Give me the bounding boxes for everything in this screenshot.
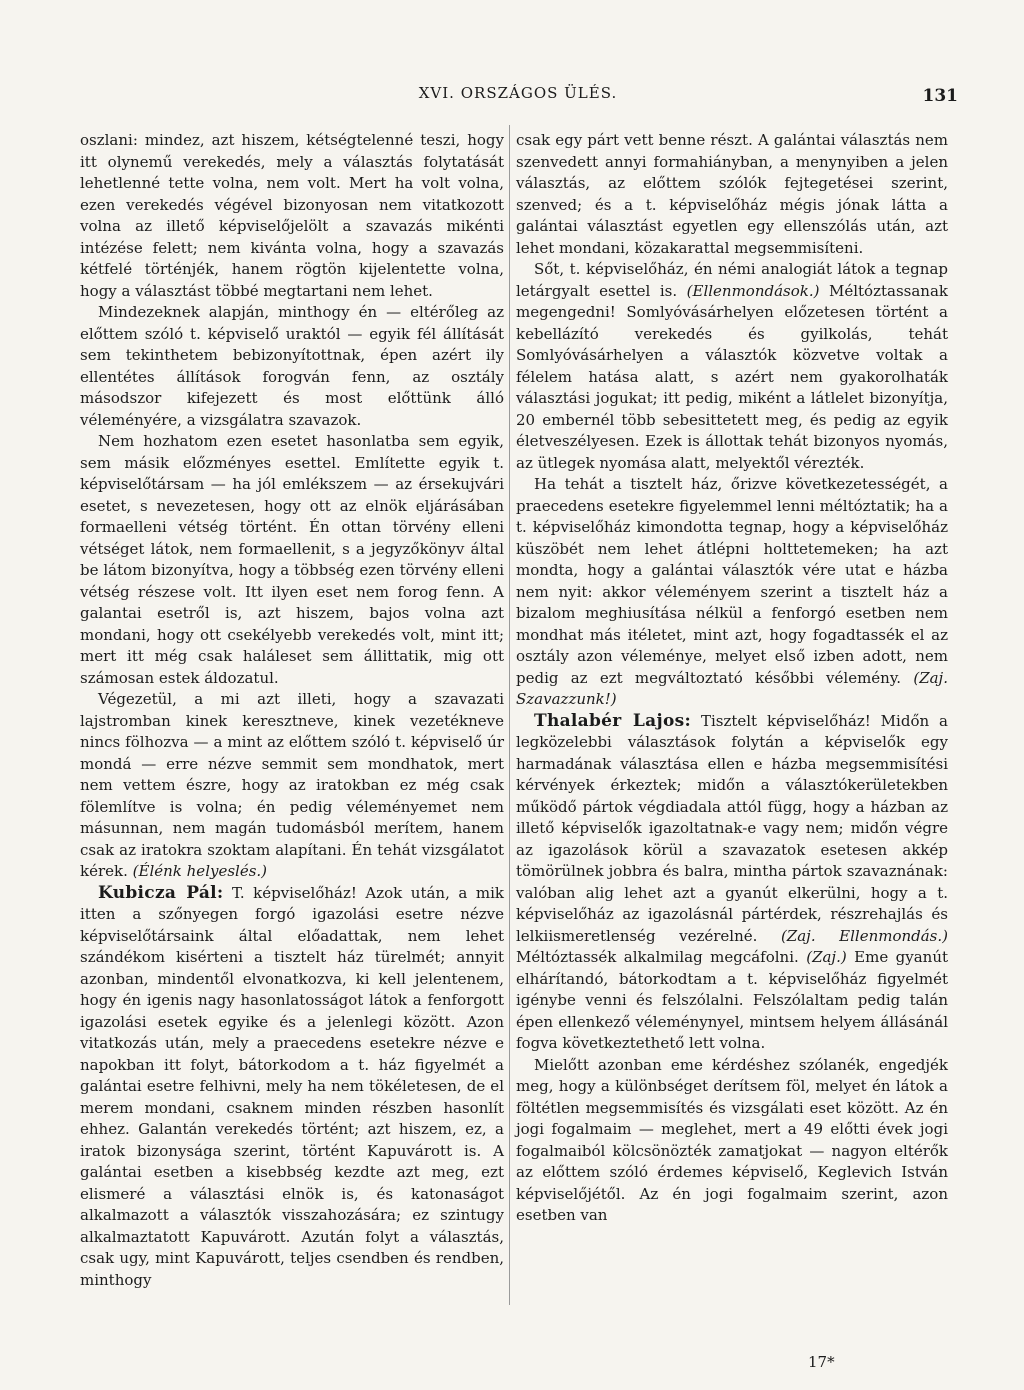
column-divider bbox=[509, 125, 510, 1305]
paragraph-text: Ha tehát a tisztelt ház, őrizve következetességét, a praecedens esetekre figyelemmel lenni méltóztatik; ha a t. képviselőház kimondotta tegnap, hogy a képviselőház küszöbét nem lehet átlépni holttetemeken; ha azt mondta, hogy a galántai választók vére utat e házba nem nyit: akkor véleményem szerint a tisztelt ház a bizalom meghiusítása nélkül a fenforgó esetben nem mondhat más itéletet, mint azt, hogy fogadtassék el az osztály azon véleménye, melyet első izben adott, nem pedig az ezt megváltoztató későbbi vélemény. bbox=[516, 475, 948, 687]
paragraph bbox=[516, 259, 948, 474]
paragraph-text: Méltóztassanak megengedni! Somlyóvásárhelyen előzetesen történt a kebellázító verekedés és gyilkolás, tehát Somlyóvásárhelyen a választók közvetve voltak a félelem hatása alatt, s azért nem gyakorolhaták választási jogukat; itt pedig, miként a látlelet bizonyítja, 20 embernél több sebesittetett meg, és pedig az egyik életveszélyesen. Ezek is állottak tehát bizonyos nyomás, az ütlegek nyomása alatt, melyektől vérezték. bbox=[516, 281, 948, 472]
paragraph: oszlani: mindez, azt hiszem, kétségtelenné teszi, hogy itt olynemű verekedés, mely a választás folytatását lehetlenné tette volna, nem volt. Mert ha volt volna, ezen verekedés végével bizonyosan nem vitatkozott volna az illető képviselőjelölt a szavazás mikénti intézése felett; nem kivánta volna, hogy a szavazás kétfelé történjék, hanem rögtön kijelentette volna, hogy a választást többé megtartani nem lehet. bbox=[80, 131, 504, 300]
paragraph bbox=[80, 883, 504, 1292]
speaker-name: Thalabér Lajos: bbox=[534, 710, 692, 731]
paragraph-text: Eme gyanút elhárítandó, bátorkodtam a t. képviselőház figyelmét igénybe venni és felszólalni. Felszólaltam pedig talán épen ellenkező véleménynyel, mintsem helyem állásánál fogva következtethető lett volna. bbox=[516, 948, 949, 1052]
interjection: (Zaj. Szavazzunk!) bbox=[516, 668, 948, 708]
running-title: XVI. ORSZÁGOS ÜLÉS. bbox=[418, 84, 618, 102]
paragraph: Nem hozhatom ezen esetet hasonlatba sem egyik, sem másik előzményes esettel. Említette egyik t. képviselőtársam — ha jól emlékszem — az érsekujvári esetet, s nevezetesen, hogy ott az elnök eljárásában formaelleni vétség történt. Én ottan törvény elleni vétséget látok, nem formaellenit, s a jegyzőkönyv által be látom bizonyítva, hogy a többség ezen törvény elleni vétség részese volt. Itt ilyen eset nem forog fenn. A galantai esetről is, azt hiszem, bajos volna azt mondani, hogy ott csekélyebb verekedés volt, mint itt; mert itt még csak haláleset sem állittatik, mig ott számosan estek áldozatul. bbox=[80, 432, 504, 687]
paragraph bbox=[516, 711, 948, 1055]
paragraph: Mielőtt azonban eme kérdéshez szólanék, engedjék meg, hogy a különbséget derítsem föl, melyet én látok a föltétlen megsemmisítés és vizsgálati eset között. Az én jogi fogalmaim — meglehet, mert a 49 előtti évek jogi fogalmaiból kölcsönözték zamatjokat — nagyon eltérők az előttem szóló érdemes képviselő, Keglevich István képviselőjétől. Az én jogi fogalmaim szerint, azon esetben van bbox=[516, 1055, 948, 1224]
interjection: (Zaj.) bbox=[806, 948, 847, 966]
page-header bbox=[78, 78, 958, 118]
interjection: (Élénk helyeslés.) bbox=[132, 862, 268, 880]
paragraph bbox=[516, 474, 948, 711]
speaker-name: Kubicza Pál: bbox=[98, 882, 224, 903]
paragraph-text: Tisztelt képviselőház! Midőn a legközelebbi választások folytán a képviselők egy harmadának választása ellen e házba megsemmisítési kérvények érkeztek; midőn a választókerületekben működő pártok végdiadala attól függ, hogy a házban az illető képviselők igazoltatnak-e vagy nem; midőn végre az igazolások körül a szavazatok esetesen akkép tömörülnek jobbra és balra, mintha pártok szavaznának: valóban alig lehet azt a gyanút elkerülni, hogy a t. képviselőház az igazolásnál pártérdek, részrehajlás és lelkiismeretlenség vezérelné. bbox=[516, 711, 948, 945]
interjection: (Ellenmondások.) bbox=[686, 281, 820, 300]
paragraph-text: Végezetül, a mi azt illeti, hogy a szavazati lajstromban kinek keresztneve, kinek vezetékneve nincs fölhozva — a mint az előttem szóló t. képviselő úr mondá — erre nézve semmit sem mondhatok, mert nem vettem észre, hogy az iratokban ez még csak fölemlítve is volna; én pedig véleményemet nem másunnan, nem magán tudomásból merítem, hanem csak az iratokra szoktam alapítani. Én tehát vizsgálatot kérek. bbox=[80, 690, 504, 880]
paragraph-text: T. képviselőház! Azok után, a mik itten a szőnyegen forgó igazolási esetre nézve képviselőtársaink által előadattak, nem lehet szándékom kisérteni a tisztelt ház türelmét; annyit azonban, mindentől elvonatkozva, ki kell jelentenem, hogy én igenis nagy hasonlatosságot látok a fenforgott igazolási esetek egyike és a jelenlegi között. Azon vitatkozás után, mely a praecedens esetekre nézve e napokban itt folyt, bátorkodom a t. ház figyelmét a galántai esetre felhivni, mely ha nem tökéletesen, de el merem mondani, csaknem minden részben hasonlít ehhez. Galantán verekedés történt; azt hiszem, ez, a iratok bizonysága szerint, történt Kapuvárott is. A galántai esetben a kisebbség kezdte azt meg, ezt elismeré a választási elnök is, és katonaságot alkalmazott a választók visszahozására; ez szintugy alkalmaztatott Kapuvárott. Azután folyt a választás, csak ugy, mint Kapuvárott, teljes csendben és rendben, minthogy bbox=[80, 883, 504, 1289]
right-column bbox=[516, 130, 948, 1227]
paragraph: Mindezeknek alapján, minthogy én — eltérőleg az előttem szóló t. képviselő uraktól — egyik fél állítását sem tekinthetem bebizonyítottnak, épen azért ily ellentétes állítások forogván fenn, az osztály másodszor kifejezett és most előttünk álló véleményére, a vizsgálatra szavazok. bbox=[80, 303, 504, 429]
paragraph: csak egy párt vett benne részt. A galántai választás nem szenvedett annyi formahiányban, a menynyiben a jelen választás, az előttem szólók fejtegetései szerint, szenved; és a t. képviselőház mégis jónak látta a galántai választást egyetlen egy ellenszólás után, azt lehet mondani, közakarattal megsemmisíteni. bbox=[516, 131, 948, 257]
interjection: (Zaj. Ellenmondás.) bbox=[780, 926, 949, 945]
paragraph-text: Sőt, t. képviselőház, én némi analogiát látok a tegnap letárgyalt esettel is. bbox=[516, 260, 948, 300]
paragraph-text: Méltóztassék alkalmilag megcáfolni. bbox=[516, 948, 799, 966]
left-column bbox=[80, 130, 504, 1291]
paragraph bbox=[80, 689, 504, 883]
signature-mark: 17* bbox=[808, 1353, 835, 1371]
page-number: 131 bbox=[922, 86, 958, 106]
